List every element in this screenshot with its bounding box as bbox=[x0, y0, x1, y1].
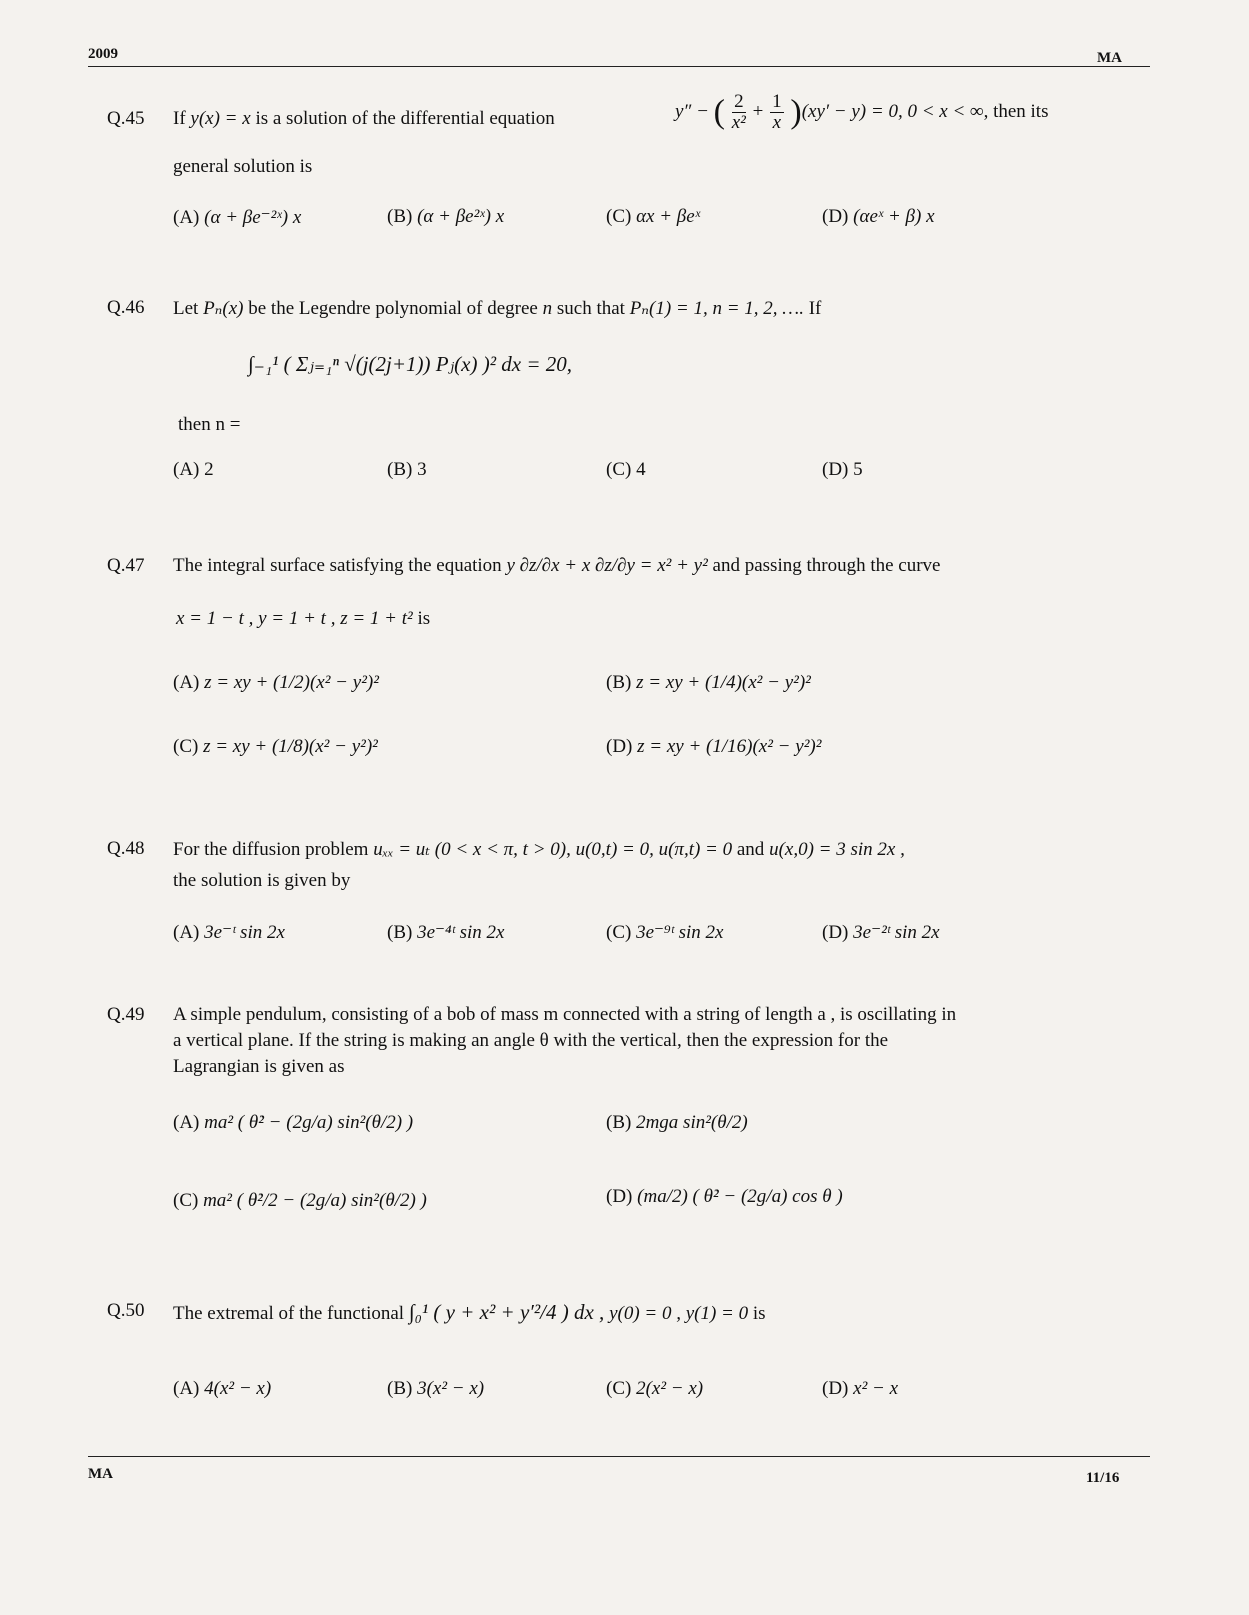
question-line: Lagrangian is given as bbox=[173, 1056, 345, 1077]
option-b[interactable]: (B) z = xy + (1/4)(x² − y²)² bbox=[606, 672, 811, 693]
question-line: A simple pendulum, consisting of a bob of mass m connected with a string of length a , is oscillating in bbox=[173, 1004, 957, 1025]
question-then: then n = bbox=[178, 414, 241, 435]
option-b[interactable]: (B) 2mga sin²(θ/2) bbox=[606, 1112, 748, 1133]
option-d[interactable]: (D) x² − x bbox=[822, 1378, 899, 1399]
question-number: Q.50 bbox=[107, 1300, 145, 1321]
curve: x = 1 − t , y = 1 + t , z = 1 + t² is bbox=[176, 608, 431, 629]
option-b[interactable]: (B) 3 bbox=[387, 459, 427, 480]
option-b[interactable]: (B) 3e⁻⁴ᵗ sin 2x bbox=[387, 922, 505, 943]
ode-equation: y″ − ( $\frac{2}{\text{x²}}$ + $\frac{1}{x}$ )(xy′ − y) = 0, 0 < x < ∞, then its bbox=[675, 91, 1049, 133]
option-c[interactable]: (C) αx + βeˣ bbox=[606, 206, 701, 227]
option-a[interactable]: (A) ma² ( θ̇² − (2g/a) sin²(θ/2) ) bbox=[173, 1112, 414, 1133]
option-c[interactable]: (C) z = xy + (1/8)(x² − y²)² bbox=[173, 736, 378, 757]
question-stem-line2: general solution is bbox=[173, 156, 313, 177]
header-year: 2009 bbox=[88, 46, 118, 62]
footer-rule bbox=[88, 1456, 1150, 1457]
option-d[interactable]: (D) 3e⁻²ᵗ sin 2x bbox=[822, 922, 940, 943]
option-a[interactable]: (A) 2 bbox=[173, 459, 214, 480]
page-number: 11/16 bbox=[1086, 1470, 1120, 1486]
option-d[interactable]: (D) (ma/2) ( θ̇² − (2g/a) cos θ ) bbox=[606, 1186, 843, 1207]
option-d[interactable]: (D) z = xy + (1/16)(x² − y²)² bbox=[606, 736, 822, 757]
question-number: Q.49 bbox=[107, 1004, 145, 1025]
option-b[interactable]: (B) 3(x² − x) bbox=[387, 1378, 485, 1399]
option-c[interactable]: (C) 4 bbox=[606, 459, 646, 480]
option-c[interactable]: (C) 2(x² − x) bbox=[606, 1378, 704, 1399]
question-stem: The extremal of the functional ∫₀¹ ( y + x² + y′²/4 ) dx , y(0) = 0 , y(1) = 0 is bbox=[173, 1300, 766, 1324]
option-c[interactable]: (C) 3e⁻⁹ᵗ sin 2x bbox=[606, 922, 724, 943]
question-number: Q.45 bbox=[107, 108, 145, 129]
question-number: Q.47 bbox=[107, 555, 145, 576]
header-rule bbox=[88, 66, 1150, 67]
option-a[interactable]: (A) (α + βe⁻²ˣ) x bbox=[173, 207, 302, 228]
option-b[interactable]: (B) (α + βe²ˣ) x bbox=[387, 206, 505, 227]
question-stem: For the diffusion problem uₓₓ = uₜ (0 < x < π, t > 0), u(0,t) = 0, u(π,t) = 0 and u(x,0) = 3 sin 2x , bbox=[173, 839, 905, 860]
option-c[interactable]: (C) ma² ( θ̇²/2 − (2g/a) sin²(θ/2) ) bbox=[173, 1190, 427, 1211]
option-a[interactable]: (A) z = xy + (1/2)(x² − y²)² bbox=[173, 672, 379, 693]
question-stem-line2: the solution is given by bbox=[173, 870, 351, 891]
question-line: a vertical plane. If the string is making an angle θ with the vertical, then the expression for the bbox=[173, 1030, 889, 1051]
question-stem: If y(x) = x is a solution of the differential equation bbox=[173, 108, 555, 129]
question-stem: The integral surface satisfying the equation y ∂z/∂x + x ∂z/∂y = x² + y² and passing through the curve bbox=[173, 555, 941, 576]
question-stem: Let Pₙ(x) be the Legendre polynomial of degree n such that Pₙ(1) = 1, n = 1, 2, …. If bbox=[173, 298, 822, 319]
option-a[interactable]: (A) 3e⁻ᵗ sin 2x bbox=[173, 922, 285, 943]
question-number: Q.46 bbox=[107, 297, 145, 318]
question-number: Q.48 bbox=[107, 838, 145, 859]
legendre-integral: ∫₋₁¹ ( Σⱼ₌₁ⁿ √(j(2j+1)) Pⱼ(x) )² dx = 20, bbox=[248, 352, 573, 376]
option-a[interactable]: (A) 4(x² − x) bbox=[173, 1378, 272, 1399]
option-d[interactable]: (D) (αeˣ + β) x bbox=[822, 206, 935, 227]
footer-code: MA bbox=[88, 1466, 113, 1482]
option-d[interactable]: (D) 5 bbox=[822, 459, 863, 480]
header-code: MA bbox=[1097, 50, 1122, 66]
